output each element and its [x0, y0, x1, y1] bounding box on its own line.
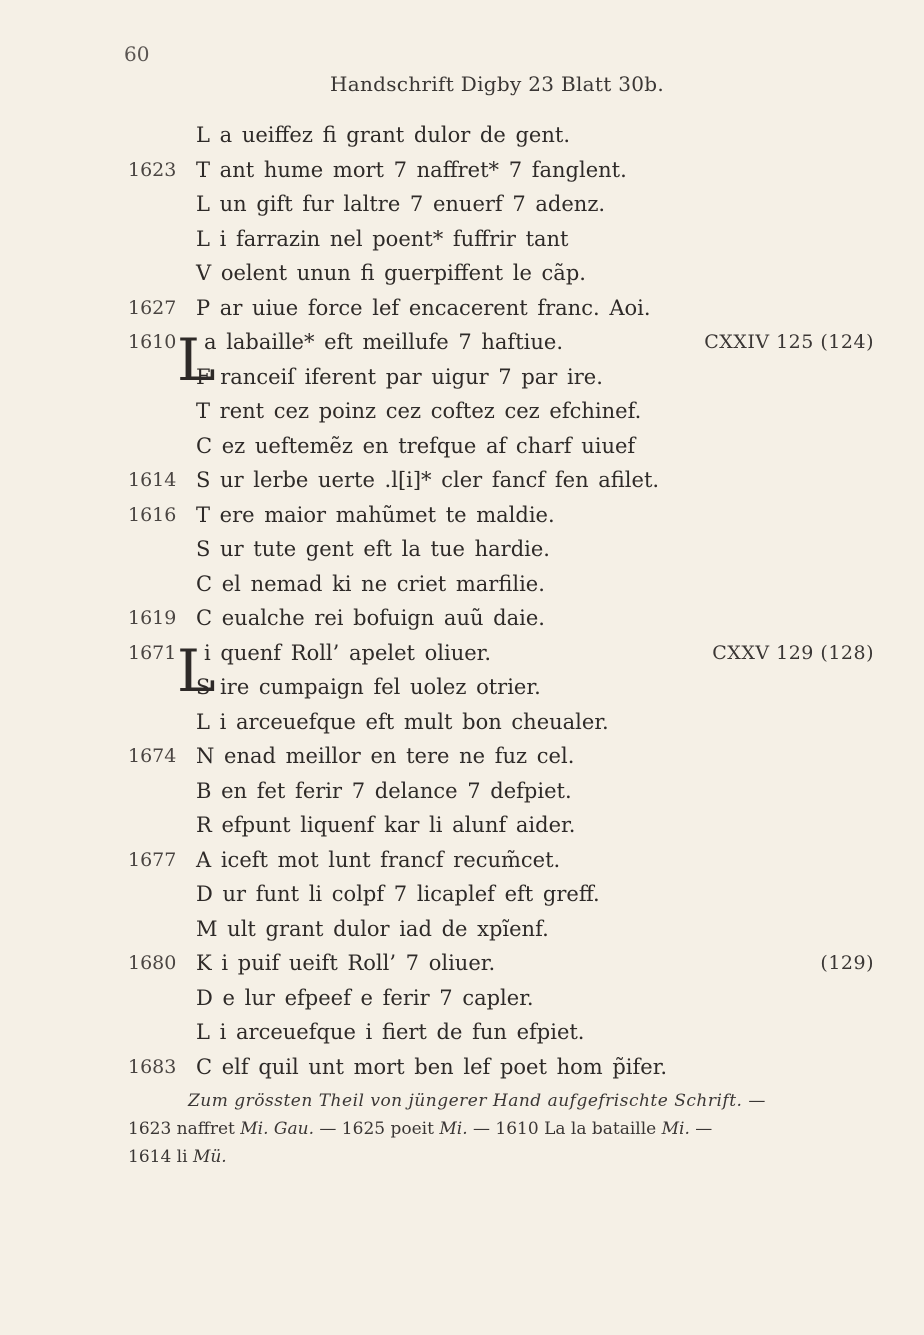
footnote-siglum: Mi. Gau.: [240, 1119, 314, 1139]
verse-text: L i arceuefque i fiert de fun efpiet.: [196, 1020, 585, 1044]
line-number: 1616: [128, 503, 177, 526]
verse-text: L a ueiffez fi grant dulor de gent.: [196, 123, 570, 147]
footnote-siglum: Mi.: [661, 1119, 690, 1139]
verse-line: [0, 394, 924, 429]
verse-text: L i arceuefque eft mult bon cheualer.: [196, 709, 609, 734]
laisse-reference: (129): [820, 952, 874, 974]
verse-text: C eualche rei bofuign auũ daie.: [196, 606, 545, 630]
verse-text: S ur tute gent eft la tue hardie.: [196, 537, 550, 561]
verse-text: T ant hume mort 7 naffret* 7 fanglent.: [196, 157, 627, 182]
verse-text: a labaille* eft meillufe 7 haftiue.: [204, 330, 563, 354]
verse-text: M ult grant dulor iad de xpĩenf.: [196, 916, 549, 941]
footnote-text: — 1610 La la bataille: [473, 1119, 657, 1139]
verse-line: [0, 463, 924, 498]
verse-line: [0, 1015, 924, 1050]
verse-line: [0, 601, 924, 636]
verse-line: [0, 567, 924, 602]
verse-line: [0, 705, 924, 740]
verse-line: [0, 187, 924, 222]
verse-text: P ar uiue force lef encacerent franc. Aoi.: [196, 295, 651, 320]
verse-line: [0, 291, 924, 326]
decorated-initial: L: [177, 326, 216, 394]
verse-text: N enad meillor en tere ne fuz cel.: [196, 744, 575, 768]
footnote-line: [128, 1115, 872, 1143]
verse-line: [0, 153, 924, 188]
verse-text: A iceft mot lunt francf recum̃cet.: [196, 847, 561, 872]
verse-text: T rent cez poinz cez coftez cez efchinef.: [196, 399, 642, 423]
verse-text: T ere maior mahũmet te maldie.: [196, 502, 555, 527]
line-number: 1610: [128, 331, 177, 353]
page-number: 60: [124, 42, 150, 66]
footnote-line: [128, 1143, 872, 1171]
verse-text: B en fet ferir 7 delance 7 defpiet.: [196, 778, 572, 803]
verse-line: [0, 256, 924, 291]
laisse-reference: CXXV 129 (128): [712, 641, 874, 664]
verse-line: [0, 429, 924, 464]
verse-lines: [0, 118, 924, 1084]
verse-text: C el nemad ki ne criet marfilie.: [196, 571, 545, 596]
verse-line: [0, 843, 924, 878]
line-number: 1677: [128, 848, 177, 871]
verse-line: [0, 912, 924, 947]
verse-text: i quenf Roll’ apelet oliuer.: [204, 640, 492, 665]
verse-text: S ur lerbe uerte .l[i]* cler fancf fen afilet.: [196, 468, 660, 492]
verse-line: [0, 877, 924, 912]
verse-text: R efpunt liquenf kar li alunf aider.: [196, 813, 576, 837]
footnote-siglum: Mi.: [439, 1119, 468, 1139]
verse-line: [0, 981, 924, 1016]
line-number: 1674: [128, 745, 177, 767]
verse-line: [0, 222, 924, 257]
verse-line: [0, 118, 924, 153]
verse-text: D e lur efpeef e ferir 7 capler.: [196, 985, 534, 1010]
decorated-initial: L: [177, 636, 216, 705]
footnote-text: — 1625 poeit: [319, 1119, 434, 1139]
verse-line: [0, 774, 924, 809]
verse-text: L un gift fur laltre 7 enuerf 7 adenz.: [196, 192, 606, 216]
footnote-intro: Zum grössten Theil von jüngerer Hand aufgefrischte Schrift. —: [188, 1091, 766, 1111]
verse-text: F ranceiſ iferent par uigur 7 par ire.: [196, 364, 603, 389]
verse-text: C ez ueftemẽz en trefque af charf uiuef: [196, 433, 636, 458]
line-number: 1680: [128, 952, 177, 974]
line-number: 1614: [128, 469, 177, 491]
footnote-text: 1614 li: [128, 1147, 188, 1167]
verse-line: [0, 498, 924, 533]
footnote-siglum: Mü.: [192, 1147, 227, 1167]
verse-text: D ur funt li colpf 7 licaplef eft greff.: [196, 882, 600, 906]
line-number: 1623: [128, 158, 177, 181]
footnote-text: —: [695, 1119, 713, 1139]
line-number: 1671: [128, 641, 177, 664]
verse-line: [0, 739, 924, 774]
verse-line: [0, 808, 924, 843]
footnotes: [128, 1087, 872, 1171]
line-number: 1683: [128, 1055, 177, 1078]
footnote-text: 1623 naffret: [128, 1119, 235, 1139]
line-number: 1619: [128, 607, 177, 629]
verse-text: S ire cumpaign fel uolez otrier.: [196, 675, 541, 699]
verse-line: [0, 946, 924, 981]
verse-line: [0, 360, 924, 395]
verse-text: L i farrazin nel poent* fuffrir tant: [196, 226, 569, 251]
line-number: 1627: [128, 296, 177, 319]
running-head: Handschrift Digby 23 Blatt 30b.: [330, 72, 665, 96]
verse-line: [0, 532, 924, 567]
verse-text: K i puif ueift Roll’ 7 oliuer.: [196, 951, 496, 975]
verse-text: C elf quil unt mort ben lef poet hom p̃ifer.: [196, 1054, 668, 1079]
verse-line: [0, 1050, 924, 1085]
verse-line: [0, 670, 924, 705]
laisse-reference: CXXIV 125 (124): [704, 331, 874, 353]
verse-text: V oelent unun fi guerpiffent le cãp.: [196, 261, 586, 285]
